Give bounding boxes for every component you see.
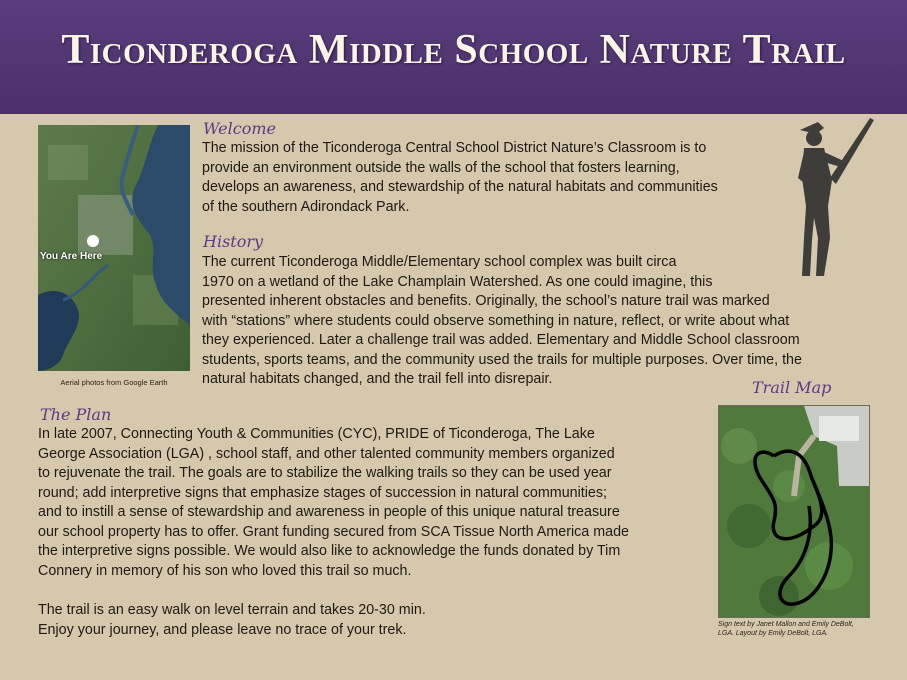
history-paragraph	[202, 253, 802, 390]
plan-line: the interpretive signs possible. We would also like to acknowledge the funds donated by Tim	[38, 543, 621, 559]
page-title: Ticonderoga Middle School Nature Trail	[61, 27, 846, 73]
plan-line: George Association (LGA) , school staff, and other talented community members organized	[38, 445, 615, 462]
welcome-line: The mission of the Ticonderoga Central School District Nature’s Classroom is to	[202, 140, 707, 156]
plan-line: In late 2007, Connecting Youth & Communities (CYC), PRIDE of Ticonderoga, The Lake	[38, 426, 595, 442]
credit-line: Sign text by Janet Mallon and Emily DeBolt,	[718, 621, 854, 628]
history-line: 1970 on a wetland of the Lake Champlain Watershed. As one could imagine, this	[202, 273, 713, 290]
plan-paragraph	[38, 425, 629, 581]
you-are-here-marker	[87, 235, 99, 247]
credit-line: LGA. Layout by Emily DeBolt, LGA.	[718, 630, 829, 637]
plan-line: and to instill a sense of stewardship and awareness in people of this unique natural treasure	[38, 504, 620, 520]
history-line: with “stations” where students could observe something in nature, reflect, or write about what	[202, 312, 790, 329]
history-heading: History	[203, 232, 264, 251]
history-line: natural habitats changed, and the trail fell into disrepair.	[202, 371, 553, 387]
trail-map-image	[718, 405, 870, 618]
welcome-paragraph	[202, 139, 718, 217]
aerial-photo	[38, 125, 190, 371]
history-line: The current Ticonderoga Middle/Elementary school complex was built circa	[202, 254, 677, 270]
closing-line: Enjoy your journey, and please leave no trace of your trek.	[38, 621, 407, 638]
welcome-line: provide an environment outside the walls of the school that fosters learning,	[202, 159, 680, 176]
aerial-caption: Aerial photos from Google Earth	[60, 378, 168, 387]
sign-credit	[718, 620, 888, 638]
welcome-line: of the southern Adirondack Park.	[202, 198, 410, 215]
history-line: students, sports teams, and the community used the trails for multiple purposes. Over time, the	[202, 351, 802, 368]
history-line: they experienced. Later a challenge trail was added. Elementary and Middle School classroom	[202, 332, 800, 348]
title-banner	[0, 0, 907, 114]
trail-map-heading: Trail Map	[752, 378, 832, 397]
plan-line: our school property has to offer. Grant funding secured from SCA Tissue North America made	[38, 523, 629, 540]
plan-line: round; add interpretive signs that emphasize stages of succession in natural communities;	[38, 484, 607, 501]
plan-heading: The Plan	[40, 405, 112, 424]
plan-line: to rejuvenate the trail. The goals are to stabilize the walking trails so they can be used year	[38, 465, 612, 481]
history-line: presented inherent obstacles and benefits. Originally, the school’s nature trail was marked	[202, 293, 770, 309]
welcome-heading: Welcome	[203, 119, 276, 138]
you-are-here-label: You Are Here	[40, 251, 103, 262]
closing-line: The trail is an easy walk on level terrain and takes 20-30 min.	[38, 602, 426, 618]
minuteman-soldier-silhouette	[790, 118, 876, 282]
plan-closing	[38, 601, 426, 640]
welcome-line: develops an awareness, and stewardship of the natural habitats and communities	[202, 179, 718, 195]
plan-line: Connery in memory of his son who loved this trail so much.	[38, 562, 412, 579]
